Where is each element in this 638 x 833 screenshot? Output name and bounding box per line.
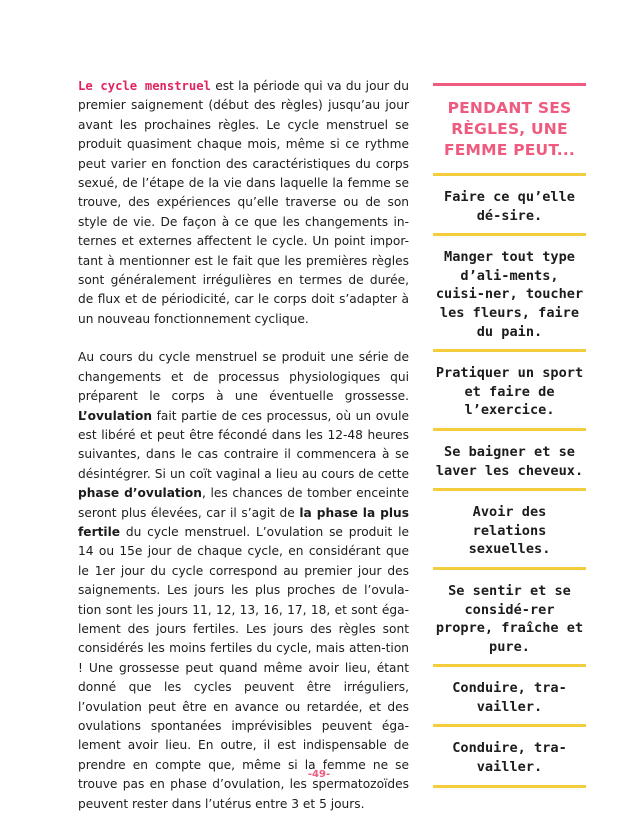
sidebar-item: Pratiquer un sport et faire de l’exercice. bbox=[433, 355, 586, 431]
sidebar-item: Conduire, tra-vailler. bbox=[433, 730, 586, 787]
sidebar-box bbox=[433, 83, 586, 788]
paragraph-1-text: est la période qui va du jour du premier saignement (début des règles) jusqu’au jour avant les prochaines règles. Le cycle menstruel se produit quasiment chaque mois, même si ce rythme peut varier en fonction des caractéristiques du corps sexué, de l’étape de la vie dans laquelle la femme se trouve, des expériences qu’elle traverse ou de son style de vie. De façon à ce que les changements in-ternes et externes affectent le cycle. Un point impor-tant à mentionner est le fait que les premières règles sont généralement irrégulières en termes de durée, de flux et de périodicité, car le corps doit s’adapter à un nouveau fonctionnement cyclique. bbox=[78, 79, 410, 326]
paragraph-cycle-definition bbox=[78, 77, 409, 329]
sidebar-item: Se sentir et se considé-rer propre, fraîche et pure. bbox=[433, 573, 586, 667]
main-text bbox=[78, 77, 409, 833]
sidebar-item: Se baigner et se laver les cheveux. bbox=[433, 434, 586, 491]
keyword-cycle-menstruel: Le cycle menstruel bbox=[78, 79, 211, 93]
paragraph-2-text-3: , les chances de tomber enceinte seront plus élevées, car il s’agit de bbox=[78, 486, 409, 520]
paragraph-2-text-4: du cycle menstruel. L’ovulation se produit le 14 ou 15e jour de chaque cycle, en considérant que le 1er jour du cycle correspond au premier jour des saignements. Les jours les plus proches de l’ovula-tion sont les jours 11, 12, 13, 16, 17, 18, et sont éga-lement des jours fertiles. Les jours des règles sont considérés les moins fertiles du cycle, mais atten-tion ! Une grossesse peut quand même avoir lieu, étant donné que les cycles peuvent être irréguliers, l’ovulation peut être en avance ou retardée, et des ovulations spontanées imprévisibles peuvent éga-lement avoir lieu. En outre, il est indispensable de prendre en compte que, même si la femme ne se trouve pas en phase d’ovulation, les spermatozoïdes peuvent rester dans l’utérus entre 3 et 5 jours. bbox=[78, 524, 409, 811]
sidebar-item: Avoir des relations sexuelles. bbox=[433, 494, 586, 570]
bold-phase-ovulation: phase d’ovulation bbox=[78, 486, 202, 501]
sidebar-item: Manger tout type d’ali-ments, cuisi-ner, toucher les fleurs, faire du pain. bbox=[433, 239, 586, 352]
bold-ovulation: L’ovulation bbox=[78, 408, 153, 423]
sidebar-item: Conduire, tra-vailler. bbox=[433, 670, 586, 727]
bold-phase-fertile: la phase la plus fertile bbox=[78, 505, 409, 539]
paragraph-2-text-2: fait partie de ces processus, où un ovule est libéré et peut être fécondé dans les 12-48 heures suivantes, dans le cas contraire il commencera à se désintégrer. Si un coït vaginal a lieu au cours de cette bbox=[78, 408, 409, 481]
paragraph-2-text-1: Au cours du cycle menstruel se produit une série de changements et de processus physiologiques qui préparent le corps à une éventuelle grossesse. bbox=[78, 350, 409, 404]
paragraph-ovulation bbox=[78, 348, 409, 814]
sidebar-title: PENDANT SES RÈGLES, UNE FEMME PEUT... bbox=[433, 83, 586, 176]
sidebar-item: Faire ce qu’elle dé-sire. bbox=[433, 179, 586, 236]
page-number: -49- bbox=[307, 769, 331, 780]
